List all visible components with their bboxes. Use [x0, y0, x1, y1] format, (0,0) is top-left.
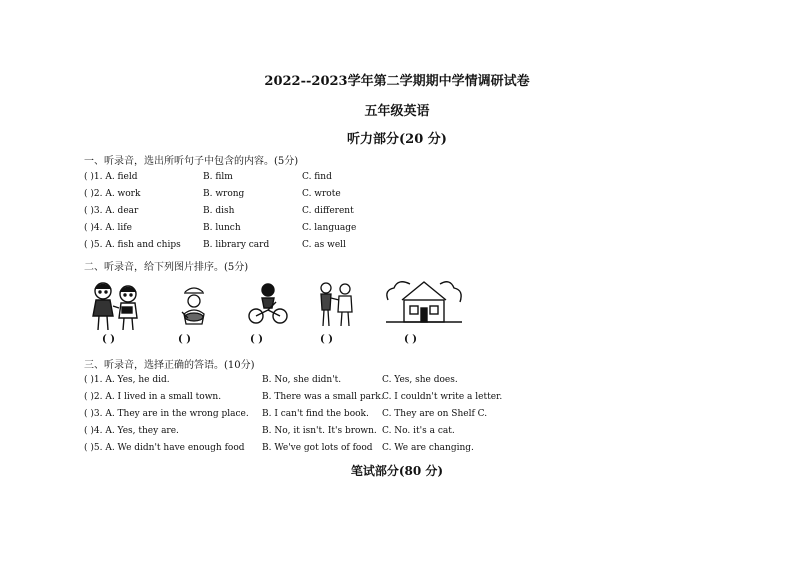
- two-children-talking-icon: [88, 280, 144, 332]
- person-eating-icon: [176, 284, 212, 330]
- question-option-c: C. I couldn't write a letter.: [382, 392, 503, 402]
- question-option-b: B. No, it isn't. It's brown.: [262, 426, 377, 436]
- question-option-a: ( )1. A. field: [84, 172, 138, 182]
- picture-order-bracket[interactable]: ( ): [404, 334, 417, 345]
- question-option-b: B. library card: [203, 240, 270, 250]
- question-option-b: B. No, she didn't.: [262, 375, 342, 385]
- question-option-a: ( )4. A. life: [84, 223, 132, 233]
- question-option-c: C. wrote: [302, 189, 341, 199]
- question-option-c: C. as well: [302, 240, 346, 250]
- two-children-standing-icon: [316, 280, 356, 330]
- question-option-a: ( )3. A. dear: [84, 206, 139, 216]
- question-option-a: ( )4. A. Yes, they are.: [84, 426, 179, 436]
- child-riding-bike-icon: [248, 282, 288, 326]
- question-option-b: B. wrong: [203, 189, 245, 199]
- house-icon: [384, 276, 464, 328]
- question-option-c: C. language: [302, 223, 357, 233]
- question-option-c: C. Yes, she does.: [382, 375, 458, 385]
- question-option-b: B. dish: [203, 206, 235, 216]
- picture-order-bracket[interactable]: ( ): [320, 334, 333, 345]
- picture-order-bracket[interactable]: ( ): [102, 334, 115, 345]
- question-option-b: B. We've got lots of food: [262, 443, 373, 453]
- written-heading: 笔试部分(80 分): [350, 464, 444, 478]
- exam-subtitle: 五年级英语: [364, 104, 430, 119]
- picture-order-bracket[interactable]: ( ): [178, 334, 191, 345]
- question-option-b: B. film: [203, 172, 233, 182]
- picture-order-bracket[interactable]: ( ): [250, 334, 263, 345]
- question-option-a: ( )5. A. We didn't have enough food: [84, 443, 245, 453]
- question-option-a: ( )2. A. work: [84, 189, 141, 199]
- question-option-b: B. I can't find the book.: [262, 409, 369, 419]
- question-option-b: B. lunch: [203, 223, 241, 233]
- question-option-a: ( )3. A. They are in the wrong place.: [84, 409, 249, 419]
- question-option-c: C. They are on Shelf C.: [382, 409, 488, 419]
- listening-heading: 听力部分(20 分): [347, 132, 447, 147]
- section3-instruction: 三、听录音，选择正确的答语。(10分): [84, 360, 255, 371]
- question-option-c: C. We are changing.: [382, 443, 474, 453]
- section2-instruction: 二、听录音，给下列图片排序。(5分): [84, 262, 249, 273]
- exam-title: 2022--2023学年第二学期期中学情调研试卷: [264, 74, 530, 89]
- question-option-a: ( )2. A. I lived in a small town.: [84, 392, 222, 402]
- question-option-a: ( )1. A. Yes, he did.: [84, 375, 170, 385]
- question-option-c: C. No. it's a cat.: [382, 426, 455, 436]
- question-option-c: C. find: [302, 172, 332, 182]
- question-option-b: B. There was a small park.: [262, 392, 384, 402]
- question-option-c: C. different: [302, 206, 354, 216]
- section1-instruction: 一、听录音，选出所听句子中包含的内容。(5分): [84, 156, 299, 167]
- question-option-a: ( )5. A. fish and chips: [84, 240, 181, 250]
